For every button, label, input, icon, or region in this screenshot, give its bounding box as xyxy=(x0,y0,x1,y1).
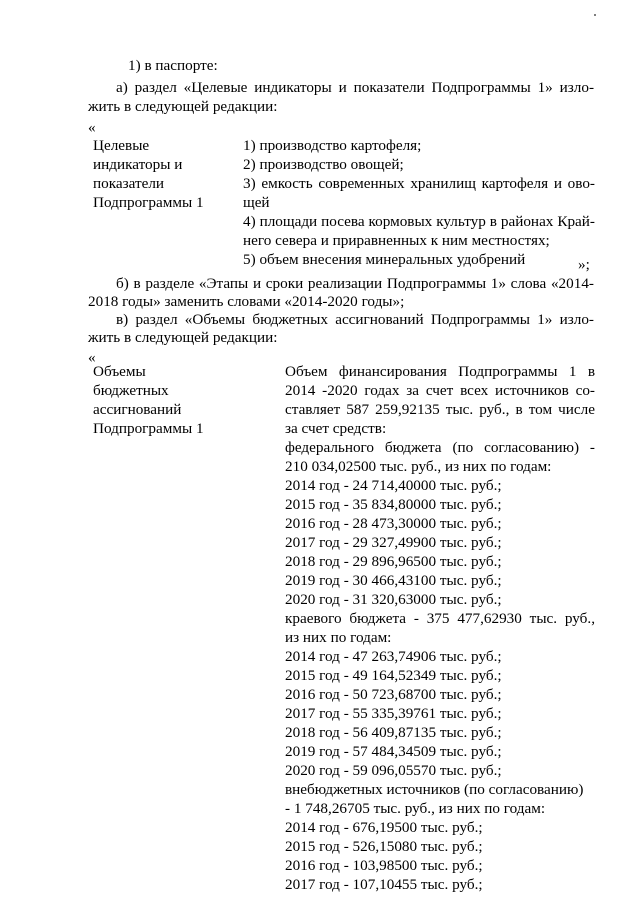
target-item: щей xyxy=(243,194,270,211)
budget-label-line: Объемы xyxy=(93,363,146,380)
targets-list xyxy=(243,136,595,269)
targets-label-line: Подпрограммы 1 xyxy=(93,194,204,211)
budget-line: 2016 год - 28 473,30000 тыс. руб.; xyxy=(285,515,502,532)
budget-line: 2014 год - 24 714,40000 тыс. руб.; xyxy=(285,477,502,494)
budget-line: 2019 год - 30 466,43100 тыс. руб.; xyxy=(285,572,502,589)
budget-line: Объем финансирования Подпрограммы 1 в xyxy=(285,363,595,380)
targets-label-line: показатели xyxy=(93,175,165,192)
item-passport: 1) в паспорте: xyxy=(128,57,218,74)
target-item: 5) объем внесения минеральных удобрений xyxy=(243,251,526,268)
budget-label-line: ассигнований xyxy=(93,401,182,418)
targets-label-line: индикаторы и xyxy=(93,156,183,173)
budget-line: 2020 год - 59 096,05570 тыс. руб.; xyxy=(285,762,502,779)
budget-line: 2014 год - 676,19500 тыс. руб.; xyxy=(285,819,483,836)
budget-line: 2014 -2020 годах за счет всех источников со- xyxy=(285,382,595,399)
target-item: 3) емкость современных хранилищ картофеля и ово- xyxy=(243,175,595,192)
budget-line: 2017 год - 29 327,49900 тыс. руб.; xyxy=(285,534,502,551)
budget-line: федерального бюджета (по согласованию) - xyxy=(285,439,595,456)
budget-label-line: бюджетных xyxy=(93,382,169,399)
budget-details xyxy=(285,362,595,894)
budget-label xyxy=(93,362,204,438)
budget-line: 2015 год - 35 834,80000 тыс. руб.; xyxy=(285,496,502,513)
budget-line: 2015 год - 49 164,52349 тыс. руб.; xyxy=(285,667,502,684)
budget-line: 2019 год - 57 484,34509 тыс. руб.; xyxy=(285,743,502,760)
targets-label-line: Целевые xyxy=(93,137,150,154)
budget-line: ставляет 587 259,92135 тыс. руб., в том числе xyxy=(285,401,595,418)
para-a-line1: а) раздел «Целевые индикаторы и показатели Подпрограммы 1» изло- xyxy=(116,79,594,96)
para-v-line2: жить в следующей редакции: xyxy=(88,329,278,346)
budget-line: 2016 год - 50 723,68700 тыс. руб.; xyxy=(285,686,502,703)
budget-label-line: Подпрограммы 1 xyxy=(93,420,204,437)
para-a-line2: жить в следующей редакции: xyxy=(88,98,278,115)
budget-line: из них по годам: xyxy=(285,629,392,646)
target-item: 1) производство картофеля; xyxy=(243,137,422,154)
open-quote-2: « xyxy=(88,349,96,366)
budget-line: 2017 год - 107,10455 тыс. руб.; xyxy=(285,876,483,893)
scan-speck xyxy=(594,14,596,16)
para-b-line2: 2018 годы» заменить словами «2014-2020 годы»; xyxy=(88,293,405,310)
targets-label xyxy=(93,136,204,212)
budget-line: 2017 год - 55 335,39761 тыс. руб.; xyxy=(285,705,502,722)
budget-line: 210 034,02500 тыс. руб., из них по годам: xyxy=(285,458,552,475)
budget-line: 2018 год - 29 896,96500 тыс. руб.; xyxy=(285,553,502,570)
open-quote-1: « xyxy=(88,119,96,136)
target-item: 2) производство овощей; xyxy=(243,156,404,173)
target-item: 4) площади посева кормовых культур в районах Край- xyxy=(243,213,595,230)
budget-line: 2015 год - 526,15080 тыс. руб.; xyxy=(285,838,483,855)
budget-line: - 1 748,26705 тыс. руб., из них по годам: xyxy=(285,800,546,817)
budget-line: краевого бюджета - 375 477,62930 тыс. руб., xyxy=(285,610,595,627)
target-item: него севера и приравненных к ним местностях; xyxy=(243,232,550,249)
budget-line: 2018 год - 56 409,87135 тыс. руб.; xyxy=(285,724,502,741)
budget-line: за счет средств: xyxy=(285,420,387,437)
budget-line: 2020 год - 31 320,63000 тыс. руб.; xyxy=(285,591,502,608)
budget-line: внебюджетных источников (по согласованию) xyxy=(285,781,584,798)
budget-line: 2016 год - 103,98500 тыс. руб.; xyxy=(285,857,483,874)
close-quote-1: »; xyxy=(578,256,590,273)
para-b-line1: б) в разделе «Этапы и сроки реализации Подпрограммы 1» слова «2014- xyxy=(116,275,594,292)
budget-line: 2014 год - 47 263,74906 тыс. руб.; xyxy=(285,648,502,665)
para-v-line1: в) раздел «Объемы бюджетных ассигнований Подпрограммы 1» изло- xyxy=(116,311,594,328)
